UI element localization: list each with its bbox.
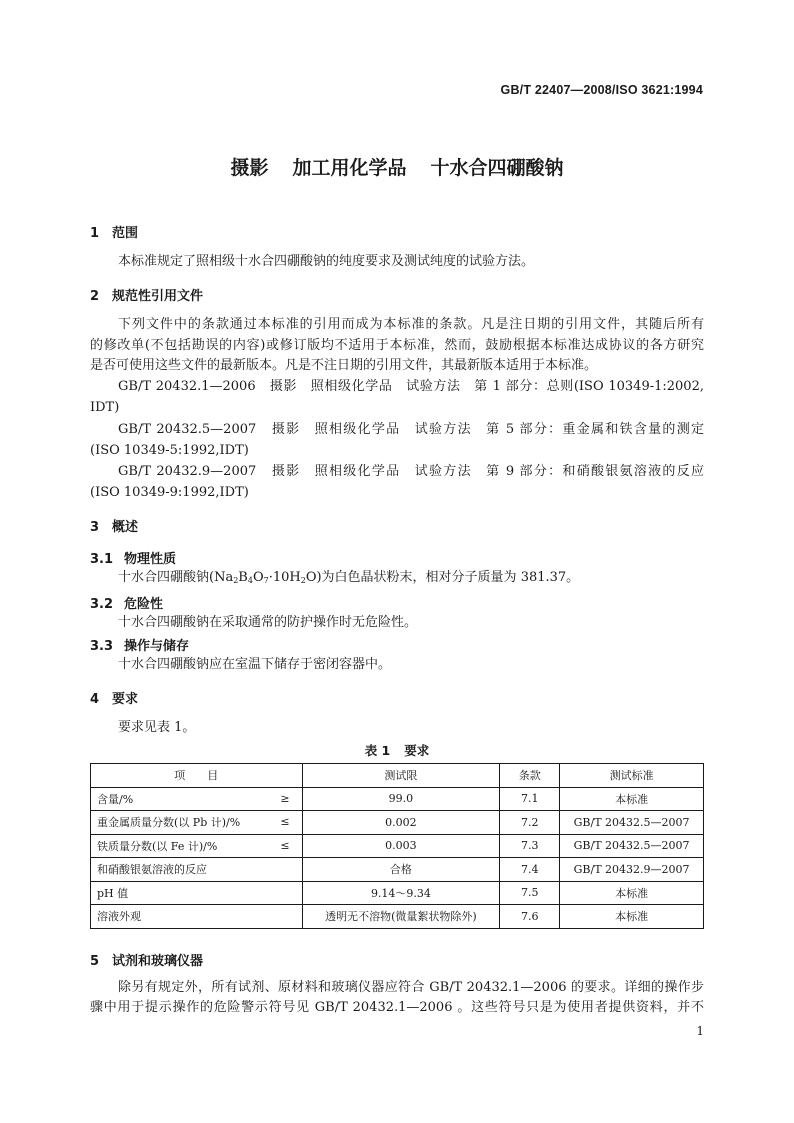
table-header-row xyxy=(91,764,704,788)
cell-standard: 本标准 xyxy=(560,881,704,905)
column-header-clause: 条款 xyxy=(500,764,560,788)
cell-clause: 7.6 xyxy=(500,905,560,929)
section-title: 规范性引用文件 xyxy=(112,289,204,304)
section-2-heading xyxy=(90,285,203,304)
section-5-line-1: 除另有规定外，所有试剂、原材料和玻璃仪器应符合 GB/T 20432.1—2006 的要求。详细的操作步 xyxy=(118,980,704,995)
title-part-2: 加工用化学品 xyxy=(292,157,407,179)
cell-standard: GB/T 20432.9—2007 xyxy=(560,858,704,882)
cell-item: pH 值 xyxy=(91,881,303,905)
section-3-1-text: 十水合四硼酸钠$(Na_2B_4O_7\cdot 10H_2O)$为白色晶状粉末，相对分子质量为 381.37。 xyxy=(118,570,580,585)
cell-clause: 7.1 xyxy=(500,787,560,811)
title-part-3: 十水合四硼酸钠 xyxy=(430,157,564,179)
subsection-title: 操作与储存 xyxy=(124,639,190,654)
cell-clause: 7.2 xyxy=(500,811,560,835)
reference-1-line-1: GB/T 20432.1—2006 摄影 照相级化学品 试验方法 第 1 部分：总则(ISO 10349-1:2002, xyxy=(118,379,704,394)
reference-3-line-2: (ISO 10349-9:1992,IDT) xyxy=(90,485,249,500)
table-row xyxy=(91,858,704,882)
section-title: 要求 xyxy=(112,692,139,707)
table-row xyxy=(91,811,704,835)
requirements-table xyxy=(90,763,704,929)
section-number: 2 xyxy=(90,289,100,304)
cell-standard: GB/T 20432.5—2007 xyxy=(560,834,704,858)
cell-item: 铁质量分数(以 Fe 计)/% ≤ xyxy=(91,834,303,858)
cell-limit: 99.0 xyxy=(302,787,500,811)
section-2-paragraph-line-1: 下列文件中的条款通过本标准的引用而成为本标准的条款。凡是注日期的引用文件，其随后所有 xyxy=(118,317,704,332)
cell-standard: 本标准 xyxy=(560,787,704,811)
section-5-heading xyxy=(90,950,203,969)
cell-item: 溶液外观 xyxy=(91,905,303,929)
subsection-title: 物理性质 xyxy=(124,552,177,567)
cell-clause: 7.3 xyxy=(500,834,560,858)
cell-limit: 9.14～9.34 xyxy=(302,881,500,905)
section-3-2-heading xyxy=(90,593,163,612)
cell-clause: 7.4 xyxy=(500,858,560,882)
section-1-heading xyxy=(90,222,138,241)
section-title: 概述 xyxy=(112,520,139,535)
table-title: 要求 xyxy=(404,743,430,758)
table-row xyxy=(91,905,704,929)
page-number: 1 xyxy=(696,1024,704,1038)
cell-item: 重金属质量分数(以 Pb 计)/% ≤ xyxy=(91,811,303,835)
cell-limit: 透明无不溶物(微量絮状物除外) xyxy=(302,905,500,929)
section-3-heading xyxy=(90,516,138,535)
reference-2-line-2: (ISO 10349-5:1992,IDT) xyxy=(90,443,249,458)
section-2-paragraph-line-2: 的修改单(不包括勘误的内容)或修订版均不适用于本标准，然而，鼓励根据本标准达成协议的各方研究 xyxy=(90,338,704,353)
cell-limit: 合格 xyxy=(302,858,500,882)
cell-standard: 本标准 xyxy=(560,905,704,929)
table-row xyxy=(91,834,704,858)
section-number: 3 xyxy=(90,520,100,535)
reference-3-line-1: GB/T 20432.9—2007 摄影 照相级化学品 试验方法 第 9 部分：和硝酸银氨溶液的反应 xyxy=(118,464,704,479)
section-number: 1 xyxy=(90,226,100,241)
section-2-paragraph-line-3: 是否可使用这些文件的最新版本。凡是不注日期的引用文件，其最新版本适用于本标准。 xyxy=(90,358,598,373)
section-5-line-2: 骤中用于提示操作的危险警示符号见 GB/T 20432.1—2006 。这些符号只是为使用者提供资料，并不 xyxy=(90,1000,704,1015)
column-header-standard: 测试标准 xyxy=(560,764,704,788)
section-3-3-heading xyxy=(90,635,189,654)
cell-operator: ≤ xyxy=(280,815,290,828)
subsection-number: 3.2 xyxy=(90,597,114,612)
cell-limit: 0.003 xyxy=(302,834,500,858)
subsection-number: 3.1 xyxy=(90,552,114,567)
document-title xyxy=(0,153,794,180)
standard-code: GB/T 22407—2008/ISO 3621:1994 xyxy=(500,83,703,97)
subsection-title: 危险性 xyxy=(124,597,164,612)
section-3-1-heading xyxy=(90,548,176,567)
column-header-limit: 测试限 xyxy=(302,764,500,788)
section-title: 试剂和玻璃仪器 xyxy=(112,954,204,969)
section-number: 4 xyxy=(90,692,100,707)
column-header-item: 项 目 xyxy=(91,764,303,788)
section-number: 5 xyxy=(90,954,100,969)
cell-limit: 0.002 xyxy=(302,811,500,835)
table-row xyxy=(91,787,704,811)
section-3-3-text: 十水合四硼酸钠应在室温下储存于密闭容器中。 xyxy=(118,657,392,672)
cell-clause: 7.5 xyxy=(500,881,560,905)
title-part-1: 摄影 xyxy=(230,157,269,179)
table-row xyxy=(91,881,704,905)
cell-operator: ≥ xyxy=(280,791,290,805)
section-1-text: 本标准规定了照相级十水合四硼酸钠的纯度要求及测试纯度的试验方法。 xyxy=(118,254,535,269)
section-3-2-text: 十水合四硼酸钠在采取通常的防护操作时无危险性。 xyxy=(118,615,418,630)
reference-2-line-1: GB/T 20432.5—2007 摄影 照相级化学品 试验方法 第 5 部分：重金属和铁含量的测定 xyxy=(118,422,704,437)
cell-standard: GB/T 20432.5—2007 xyxy=(560,811,704,835)
cell-item: 和硝酸银氨溶液的反应 xyxy=(91,858,303,882)
cell-operator: ≤ xyxy=(280,838,290,852)
cell-item: 含量/% ≥ xyxy=(91,787,303,811)
subsection-number: 3.3 xyxy=(90,639,114,654)
section-title: 范围 xyxy=(112,226,139,241)
table-label: 表 1 xyxy=(364,743,391,758)
table-caption xyxy=(0,741,794,759)
section-4-heading xyxy=(90,688,138,707)
reference-1-line-2: IDT) xyxy=(90,400,120,415)
section-4-text: 要求见表 1。 xyxy=(118,720,196,735)
